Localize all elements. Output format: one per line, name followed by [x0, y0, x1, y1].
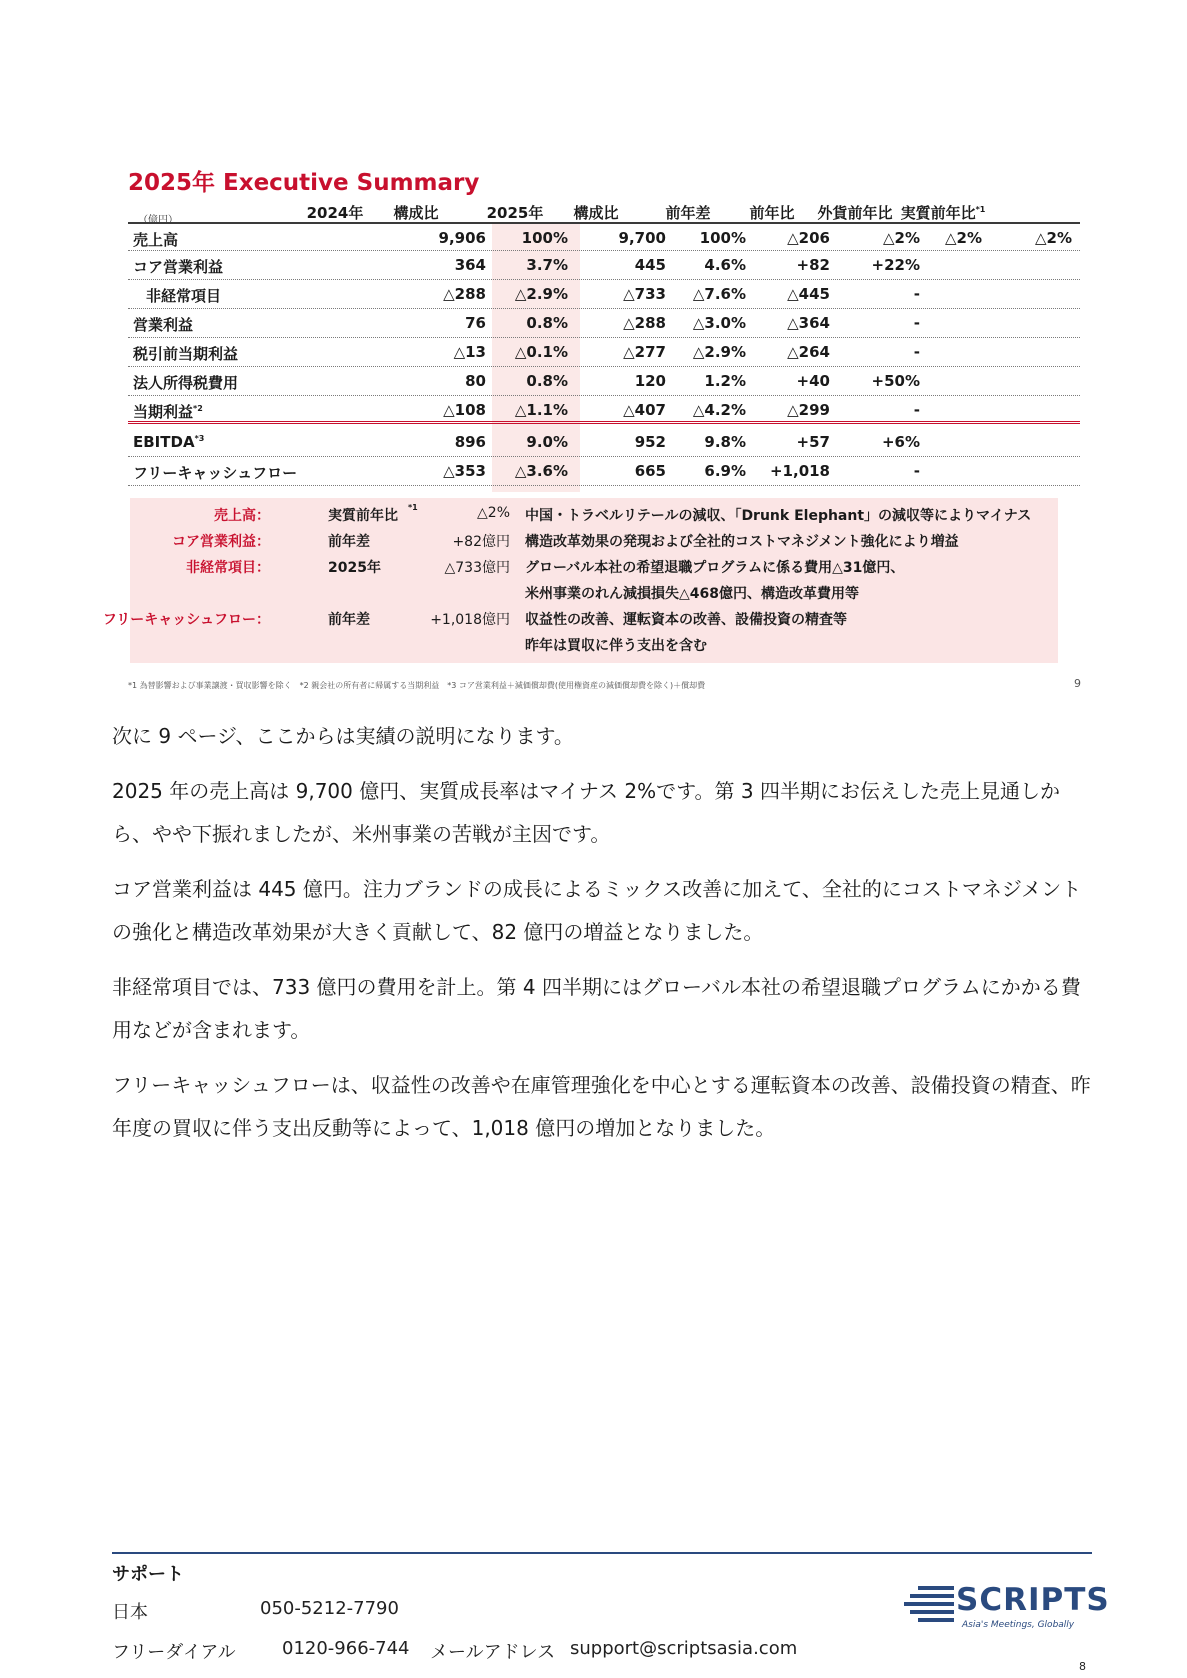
table-row [128, 367, 1080, 396]
email-link[interactable]: support@scriptsasia.com [570, 1638, 798, 1659]
table-row [128, 222, 1080, 251]
cell-v2025: 9,700 [618, 229, 666, 247]
scripts-logo-icon [904, 1582, 956, 1630]
note-text: 収益性の改善、運転資本の改善、設備投資の精査等 [525, 612, 847, 628]
cell-r2025: △2.9% [692, 343, 746, 361]
notes-box [102, 498, 1058, 663]
logo-tagline: Asia's Meetings, Globally [962, 1620, 1075, 1630]
note-row [130, 528, 1058, 554]
cell-yoy: △2% [882, 229, 920, 247]
note-key: 売上高： [214, 508, 270, 524]
note-value: +82億円 [452, 534, 510, 550]
summary-table [128, 222, 1080, 486]
cell-diff: △445 [787, 285, 830, 303]
note-text: 米州事業のれん減損損失△468億円、構造改革費用等 [525, 586, 859, 602]
table-row [128, 428, 1080, 457]
row-label: 法人所得税費用 [133, 374, 239, 392]
cell-diff: △206 [787, 229, 830, 247]
note-text: 昨年は買収に伴う支出を含む [525, 638, 707, 654]
note-row [102, 606, 1058, 632]
note-row [130, 632, 1058, 658]
header-yoy: 前年比 [749, 204, 795, 222]
cell-diff: △299 [787, 401, 830, 419]
cell-v2025: △288 [623, 314, 666, 332]
cell-yoy: - [913, 285, 920, 303]
cell-r2025: △3.0% [692, 314, 746, 332]
header-2024: 2024年 [306, 204, 364, 222]
header-real-yoy: 実質前年比$^{*1}$ [900, 204, 986, 222]
cell-v2024: 896 [454, 433, 486, 451]
row-label: 税引前当期利益 [133, 345, 239, 363]
row-label: EBITDA$^{*3}$ [133, 433, 205, 451]
cell-yoy: - [913, 401, 920, 419]
cell-r2025: 9.8% [704, 433, 746, 451]
note-subkey: 前年差 [328, 534, 370, 550]
email-label: メールアドレス [430, 1642, 556, 1663]
table-row [128, 309, 1080, 338]
footer-divider [112, 1552, 1092, 1554]
cell-v2025: △407 [623, 401, 666, 419]
cell-v2025: 665 [634, 462, 666, 480]
note-row [130, 580, 1058, 606]
note-row: 売上高： 実質前年比 *1 △2% 中国・トラベルリテールの減収、「Drunk Elephant」の減収等によりマイナス [214, 503, 1032, 524]
freedial-contact [112, 1638, 798, 1664]
unit-label: （億円） [138, 215, 178, 226]
note-key: コア営業利益： [172, 534, 270, 550]
slide-title: 2025年 Executive Summary [128, 170, 480, 196]
cell-v2025: 120 [634, 372, 666, 390]
japan-label: 日本 [112, 1602, 148, 1623]
cell-v2024: 76 [465, 314, 486, 332]
cell-diff: +40 [796, 372, 830, 390]
cell-diff: +82 [796, 256, 830, 274]
cell-diff: △264 [787, 343, 830, 361]
cell-r2025: △4.2% [692, 401, 746, 419]
cell-yoy: - [913, 462, 920, 480]
cell-r2024: △0.1% [514, 343, 568, 361]
cell-v2024: 80 [465, 372, 486, 390]
body-paragraph: フリーキャッシュフローは、収益性の改善や在庫管理強化を中心とする運転資本の改善、設備投資の精査、昨年度の買収に伴う支出反動等によって、1,018 億円の増加となりました。 [112, 1073, 1091, 1140]
cell-yoy: +22% [871, 256, 920, 274]
note-text: 構造改革効果の発現および全社的コストマネジメント強化により増益 [525, 534, 959, 550]
note-key: フリーキャッシュフロー： [102, 612, 270, 628]
cell-r2024: △2.9% [514, 285, 568, 303]
cell-r2025: 6.9% [704, 462, 746, 480]
row-label: 売上高 [133, 231, 179, 249]
row-label: 当期利益$^{*2}$ [133, 403, 203, 421]
cell-r2025: △7.6% [692, 285, 746, 303]
executive-summary-slide [102, 160, 1081, 696]
cell-r2024: 0.8% [526, 314, 568, 332]
header-2025: 2025年 [486, 204, 544, 222]
japan-phone: 050-5212-7790 [260, 1598, 399, 1619]
header-fx-yoy: 外貨前年比 [817, 204, 893, 222]
cell-v2025: 445 [634, 256, 666, 274]
table-row [128, 457, 1080, 486]
cell-r2024: 3.7% [526, 256, 568, 274]
note-subkey: 実質前年比 [328, 508, 398, 524]
cell-diff: △364 [787, 314, 830, 332]
row-label: 営業利益 [133, 316, 194, 334]
cell-v2025: 952 [634, 433, 666, 451]
note-row [130, 554, 1058, 580]
note-subkey: 2025年 [328, 560, 381, 576]
row-label: フリーキャッシュフロー [133, 464, 298, 482]
body-paragraph: 2025 年の売上高は 9,700 億円、実質成長率はマイナス 2%です。第 3 四半期にお伝えした売上見通しから、やや下振れましたが、米州事業の苦戦が主因です。 [112, 779, 1060, 846]
cell-r2024: △3.6% [514, 462, 568, 480]
cell-yoy: - [913, 343, 920, 361]
japan-contact [112, 1598, 399, 1624]
body-paragraph: コア営業利益は 445 億円。注力ブランドの成長によるミックス改善に加えて、全社的にコストマネジメントの強化と構造改革効果が大きく貢献して、82 億円の増益となりました。 [112, 877, 1082, 944]
transcript-body [112, 715, 1092, 1162]
cell-yoy: +6% [881, 433, 920, 451]
note-value: △733億円 [444, 560, 510, 576]
freedial-label: フリーダイアル [112, 1642, 236, 1663]
header-ratio-2025: 構成比 [573, 204, 619, 222]
support-title: サポート [112, 1564, 184, 1585]
cell-v2024: △353 [443, 462, 486, 480]
cell-yoy: +50% [871, 372, 920, 390]
cell-v2025: △277 [623, 343, 666, 361]
cell-fx: △2% [944, 229, 982, 247]
slide-footnote: *1 為替影響および事業譲渡・買収影響を除く *2 親会社の所有者に帰属する当期利益 *3 コア営業利益＋減価償却費(使用権資産の減価償却費を除く)＋償却費 [128, 681, 706, 690]
cell-v2025: △733 [623, 285, 666, 303]
cell-real: △2% [1034, 229, 1072, 247]
note-key: 非経常項目： [186, 560, 270, 576]
page-number: 8 [1079, 1660, 1086, 1673]
cell-r2024: △1.1% [514, 401, 568, 419]
row-label: コア営業利益 [133, 258, 224, 276]
cell-v2024: △13 [453, 343, 486, 361]
cell-r2025: 4.6% [704, 256, 746, 274]
note-text: グローバル本社の希望退職プログラムに係る費用△31億円、 [525, 560, 905, 576]
cell-v2024: △108 [443, 401, 486, 419]
table-row [128, 338, 1080, 367]
header-ratio-2024: 構成比 [393, 204, 439, 222]
cell-diff: +57 [796, 433, 830, 451]
freedial-phone: 0120-966-744 [282, 1638, 410, 1659]
note-subkey: 前年差 [328, 612, 370, 628]
cell-r2024: 9.0% [526, 433, 568, 451]
row-label: 非経常項目 [146, 287, 222, 305]
slide-page-number: 9 [1074, 677, 1081, 690]
header-diff: 前年差 [665, 204, 711, 222]
cell-diff: +1,018 [769, 462, 830, 480]
table-row [128, 396, 1080, 424]
note-value: +1,018億円 [430, 612, 510, 628]
scripts-logo [904, 1582, 1110, 1638]
cell-r2025: 100% [699, 229, 746, 247]
body-paragraph: 非経常項目では、733 億円の費用を計上。第 4 四半期にはグローバル本社の希望退職プログラムにかかる費用などが含まれます。 [112, 975, 1081, 1042]
note-text: 中国・トラベルリテールの減収、「Drunk Elephant」の減収等によりマイナス [525, 508, 1032, 524]
cell-v2024: △288 [443, 285, 486, 303]
cell-yoy: - [913, 314, 920, 332]
table-row [128, 251, 1080, 280]
note-value: △2% [477, 505, 510, 521]
logo-text: SCRIPTS [956, 1582, 1110, 1618]
cell-v2024: 364 [454, 256, 486, 274]
cell-r2024: 100% [521, 229, 568, 247]
table-row [128, 280, 1080, 309]
body-paragraph: 次に 9 ページ、ここからは実績の説明になります。 [112, 724, 574, 748]
cell-v2024: 9,906 [438, 229, 486, 247]
cell-r2024: 0.8% [526, 372, 568, 390]
cell-r2025: 1.2% [704, 372, 746, 390]
